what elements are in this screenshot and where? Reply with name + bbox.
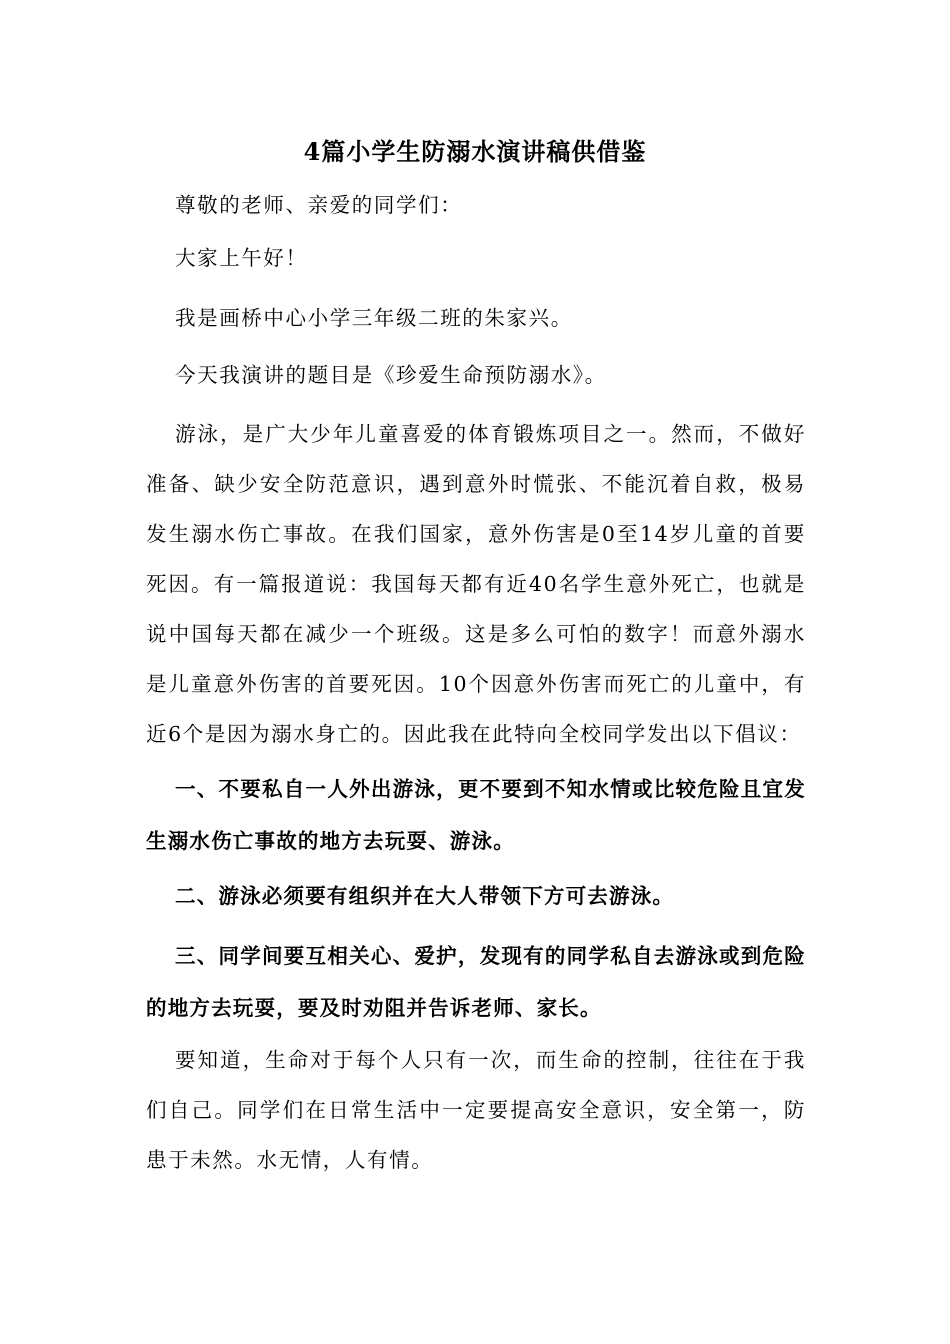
paragraph-good-morning: 大家上午好！ [175,246,308,270]
paragraph-proposal-3: 三、同学间要互相关心、爱护，发现有的同学私自去游泳或到危险的地方去玩耍，要及时劝阻并告诉老师、家长。 [146,944,806,1020]
paragraph-proposal-2: 二、游泳必须要有组织并在大人带领下方可去游泳。 [175,884,675,908]
document-title: 4篇小学生防溺水演讲稿供借鉴 [303,137,647,166]
paragraph-self-introduction: 我是画桥中心小学三年级二班的朱家兴。 [175,306,573,330]
paragraph-closing: 要知道，生命对于每个人只有一次，而生命的控制，往往在于我们自己。同学们在日常生活中一定要提高安全意识，安全第一，防患于未然。水无情，人有情。 [146,1048,806,1172]
paragraph-speech-topic: 今天我演讲的题目是《珍爱生命预防溺水》。 [175,363,607,387]
paragraph-body-main: 游泳，是广大少年儿童喜爱的体育锻炼项目之一。然而，不做好准备、缺少安全防范意识，遇到意外时慌张、不能沉着自救，极易发生溺水伤亡事故。在我们国家，意外伤害是0至14岁儿童的首要死因。有一篇报道说：我国每天都有近40名学生意外死亡，也就是说中国每天都在减少一个班级。这是多么可怕的数字！而意外溺水是儿童意外伤害的首要死因。10个因意外伤害而死亡的儿童中，有近6个是因为溺水身亡的。因此我在此特向全校同学发出以下倡议： [146,422,806,746]
paragraph-proposal-1: 一、不要私自一人外出游泳，更不要到不知水情或比较危险且宜发生溺水伤亡事故的地方去玩耍、游泳。 [146,777,806,853]
paragraph-greeting: 尊敬的老师、亲爱的同学们： [175,193,463,217]
